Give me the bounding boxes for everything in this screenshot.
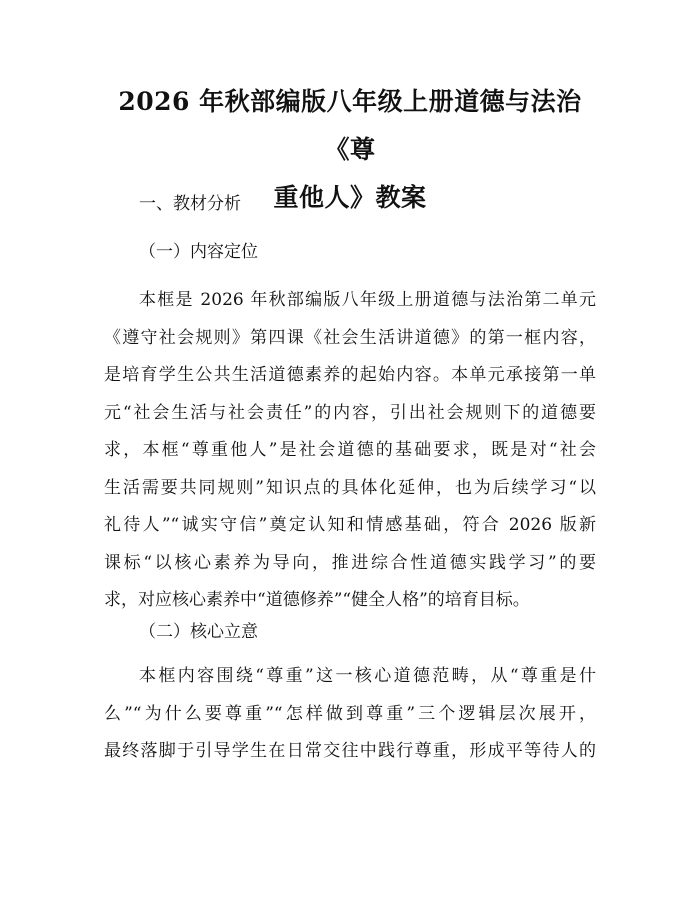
subsection-heading-core-intent: （二）核心立意: [139, 622, 258, 642]
paragraph-line: 是培育学生公共生活道德素养的起始内容。本单元承接第一单: [104, 365, 596, 385]
paragraph-line: 本框内容围绕“尊重”这一核心道德范畴，从“尊重是什: [139, 666, 596, 686]
paragraph-line: 课标“以核心素养为导向，推进综合性道德实践学习”的要: [104, 552, 596, 573]
title-line-2: 重他人》教案: [273, 183, 427, 212]
paragraph-line: 《遵守社会规则》第四课《社会生活讲道德》的第一框内容，: [104, 327, 596, 348]
paragraph-line: 礼待人”“诚实守信”奠定认知和情感基础，符合 2026 版新: [104, 515, 596, 535]
paragraph-line: 元“社会生活与社会责任”的内容，引出社会规则下的道德要: [104, 402, 596, 423]
paragraph-line: 本框是 2026 年秋部编版八年级上册道德与法治第二单元: [139, 290, 596, 310]
paragraph-line: 最终落脚于引导学生在日常交往中践行尊重，形成平等待人的: [104, 741, 596, 761]
title-line-1: 2026 年秋部编版八年级上册道德与法治《尊: [118, 87, 582, 164]
subsection-heading-content-positioning: （一）内容定位: [139, 242, 258, 262]
paragraph-line: 生活需要共同规则”知识点的具体化延伸，也为后续学习“以: [104, 477, 596, 498]
paragraph-line: 么”“为什么要尊重”“怎样做到尊重”三个逻辑层次展开，: [104, 703, 596, 724]
paragraph-line: 求，本框“尊重他人”是社会道德的基础要求，既是对“社会: [104, 440, 596, 460]
paragraph-line: 求，对应核心素养中“道德修养”“健全人格”的培育目标。: [104, 590, 530, 610]
paragraph-content-positioning: [104, 282, 596, 620]
section-heading-materials-analysis: 一、教材分析: [139, 194, 241, 214]
paragraph-core-intent: [104, 658, 596, 771]
